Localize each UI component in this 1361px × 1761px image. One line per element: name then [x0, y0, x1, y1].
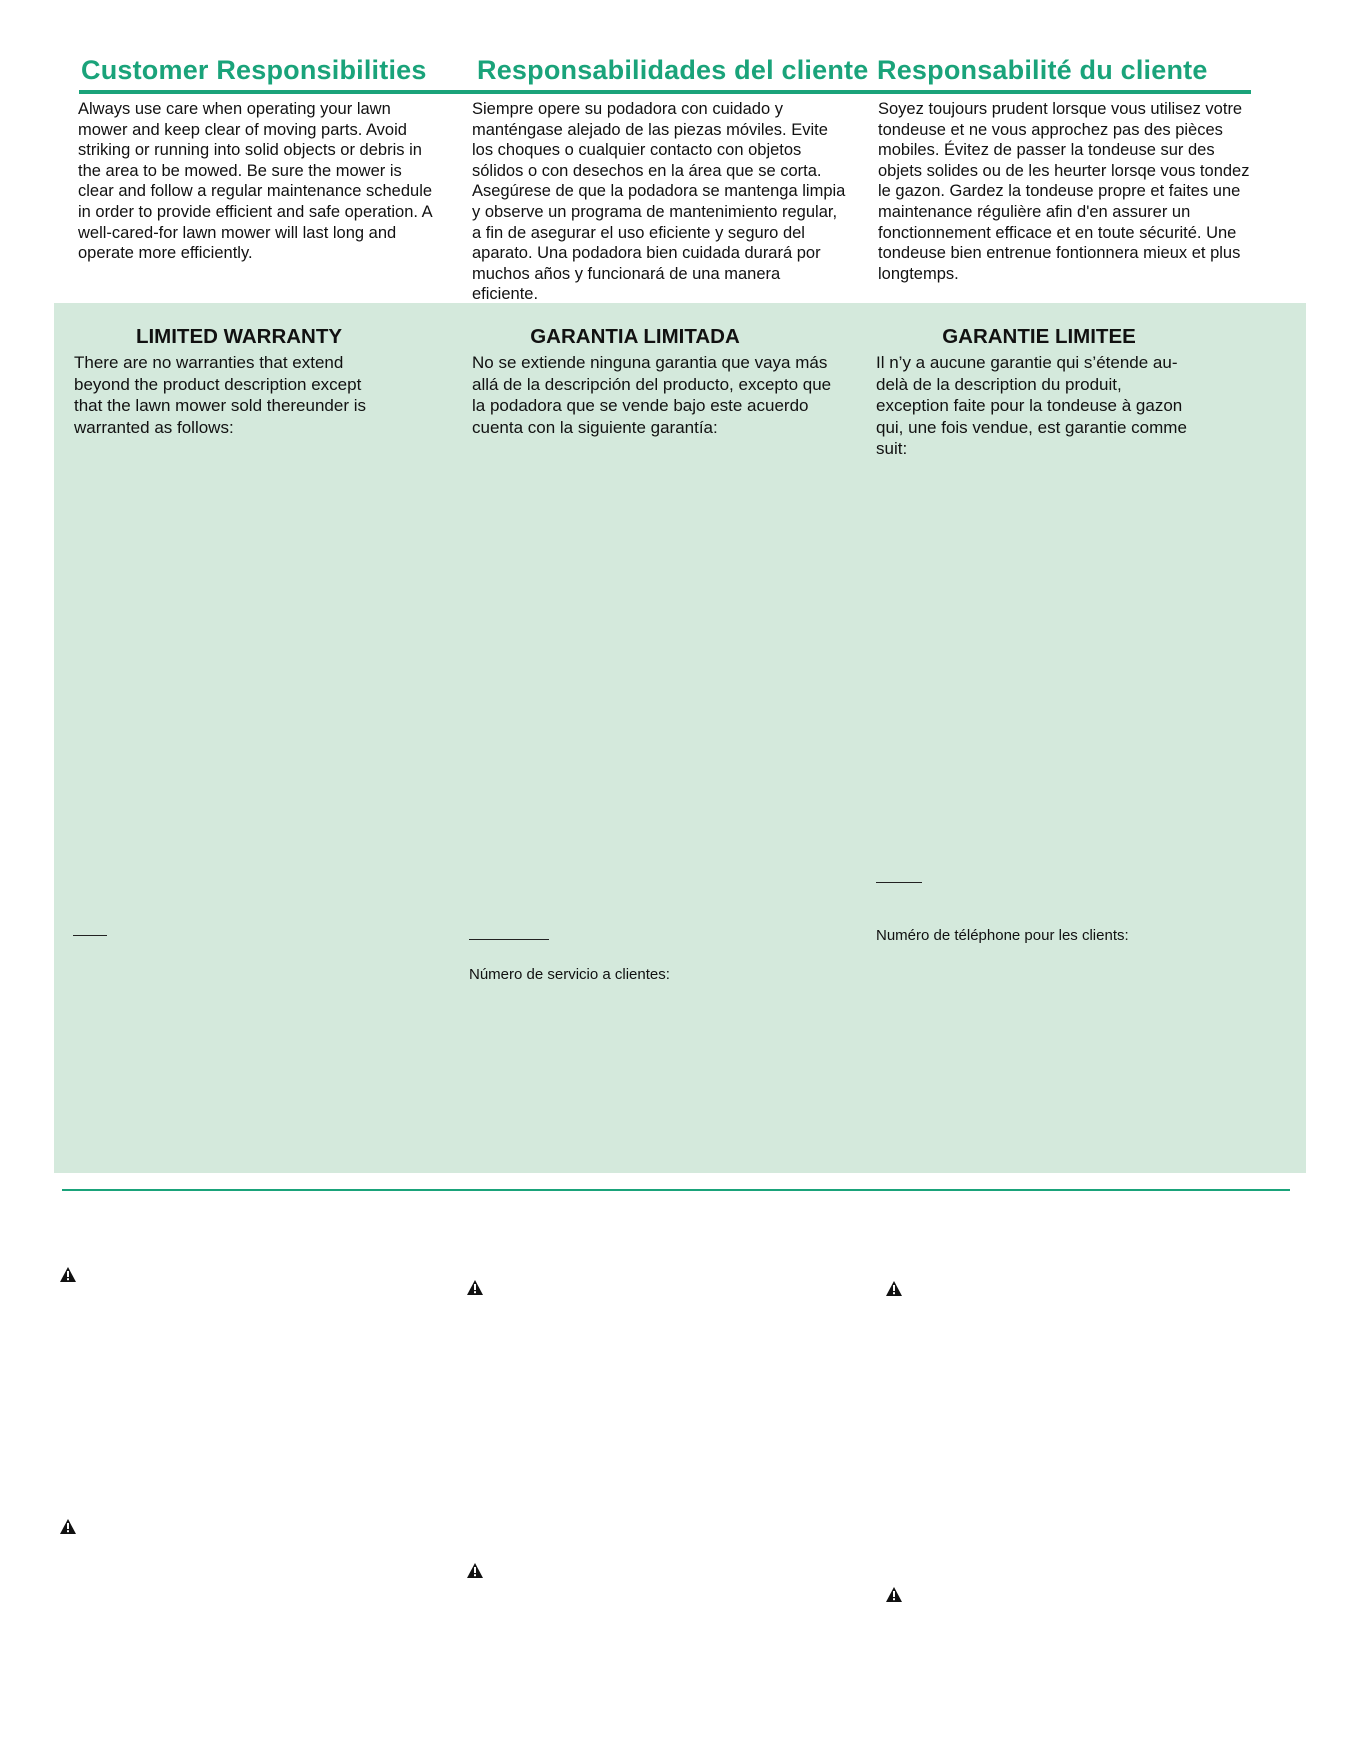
warranty-title-fr: GARANTIE LIMITEE [942, 325, 1136, 348]
customer-phone-label-es: Número de servicio a clientes: [469, 966, 670, 983]
responsibilities-text-fr: Soyez toujours prudent lorsque vous utilisez votre tondeuse et ne vous approchez pas des pièces mobiles. Évitez de passer la tondeuse sur des objets solides ou de les heurter lorsqe vous tondez le gazon. Gardez la tondeuse propre et faites une maintenance régulière afin d'en assurer un fonctionnement efficace et en toute sécurité. Une tondeuse bien entrenue fontionnera mieux et plus longtemps. [878, 100, 1250, 283]
warranty-title-es: GARANTIA LIMITADA [530, 325, 740, 348]
heading-customer-responsibilities-en: Customer Responsibilities [81, 55, 427, 85]
heading-customer-responsibilities-fr: Responsabilité du cliente [877, 55, 1208, 85]
warning-triangle-icon [60, 1267, 76, 1282]
footnote-rule-fr [876, 882, 922, 883]
warning-triangle-icon [886, 1281, 902, 1296]
warning-triangle-icon [467, 1563, 483, 1578]
bottom-rule [62, 1189, 1290, 1191]
footnote-rule-es [469, 939, 549, 940]
heading-customer-responsibilities-es: Responsabilidades del cliente [477, 55, 869, 85]
customer-phone-label-fr: Numéro de téléphone pour les clients: [876, 927, 1129, 944]
responsibilities-text-en: Always use care when operating your lawn mower and keep clear of moving parts. Avoid striking or running into solid objects or debris in the area to be mowed. Be sure the mower is clear and follow a regular maintenance schedule in order to provide efficient and safe operation. A well-cared-for lawn mower will last long and operate more efficiently. [78, 100, 433, 263]
footnote-rule-en [73, 935, 107, 936]
warranty-title-en: LIMITED WARRANTY [135, 325, 343, 348]
warranty-text-fr: Il n’y a aucune garantie qui s’étende au-delà de la description du produit, exception faite pour la tondeuse à gazon qui, une fois vendue, est garantie comme suit: [876, 353, 1187, 458]
warning-triangle-icon [467, 1280, 483, 1295]
warning-triangle-icon [60, 1519, 76, 1534]
warranty-text-es: No se extiende ninguna garantia que vaya más allá de la descripción del producto, excepto que la podadora que se vende bajo este acuerdo cuenta con la siguiente garantía: [472, 353, 832, 437]
warranty-text-en: There are no warranties that extend beyond the product description except that the lawn mower sold thereunder is warranted as follows: [74, 353, 366, 437]
responsibilities-text-es: Siempre opere su podadora con cuidado y manténgase alejado de las piezas móviles. Evite los choques o cualquier contacto con objetos sólidos o con desechos en la área que se corta. Asegúrese de que la podadora se mantenga limpia y observe un programa de mantenimiento regular, a fin de asegurar el uso eficiente y seguro del aparato. Una podadora bien cuidada durará por muchos años y funcionará de una manera eficiente. [472, 100, 846, 304]
heading-rule [79, 90, 1251, 94]
warning-triangle-icon [886, 1587, 902, 1602]
